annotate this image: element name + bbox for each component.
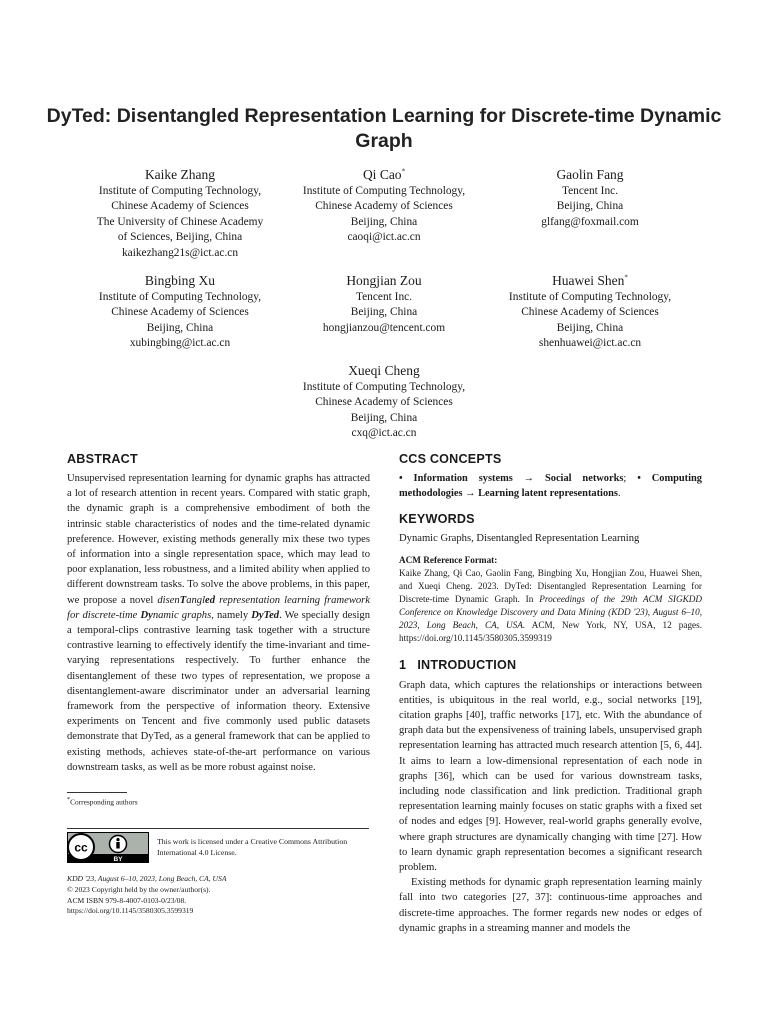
author-block: [70, 166, 290, 261]
author-block: [274, 272, 494, 336]
copyright-line: © 2023 Copyright held by the owner/author(s).: [67, 884, 211, 894]
author-email: cxq@ict.ac.cn: [351, 427, 417, 440]
abstract-text: Unsupervised representation learning for dynamic graphs has attracted a lot of research attention in recent years. Compared with static graph, the dynamic graph is a comprehensive embodiment of both the intrinsic stable characteristics of nodes and the time-related dynamic preference. However, existing methods generally mix these two types of information into a single representation space, which may lead to poor explanation, less robustness, and a limited ability when applied to different downstream tasks. To solve the above problems, in this paper, we propose a novel disenTangled representation learning framework for discrete-time Dynamic graphs, namely DyTed. We specially design a temporal-clips contrastive learning task together with a structure contrastive learning to effectively identify the time-invariant and time-varying representations respectively. To further enhance the disentanglement of these two types of representation, we propose a disentanglement-aware discriminator under an adversarial learning framework from the perspective of information theory. Extensive experiments on Tencent and five commonly used public datasets demonstrate that DyTed, as a general framework that can be applied to existing methods, achieves state-of-the-art performance on various downstream tasks, as well as be more robust against noise.: [67, 473, 371, 773]
left-column: [67, 451, 370, 775]
author-email: caoqi@ict.ac.cn: [347, 231, 421, 244]
author-name: Gaolin Fang: [556, 167, 624, 182]
corresponding-mark: *: [401, 167, 406, 176]
isbn-line: ACM ISBN 979-8-4007-0103-0/23/08.: [67, 895, 187, 905]
author-affiliation: Beijing, China: [350, 215, 418, 228]
author-block: [274, 166, 494, 246]
author-affiliation: Institute of Computing Technology,: [98, 185, 262, 197]
author-affiliation: Institute of Computing Technology,: [98, 291, 262, 303]
author-name: Huawei Shen*: [552, 273, 628, 288]
publication-info: [67, 874, 367, 917]
author-affiliation: Chinese Academy of Sciences: [315, 396, 453, 409]
license-divider: [67, 828, 369, 829]
acm-reference-heading: ACM Reference Format:: [399, 554, 498, 565]
introduction-heading: 1 INTRODUCTION: [399, 657, 517, 672]
author-block: [480, 272, 700, 352]
footnote: *Corresponding authors: [67, 797, 138, 807]
author-affiliation: Beijing, China: [556, 200, 624, 213]
paper-title: DyTed: Disentangled Representation Learning for Discrete-time Dynamic Graph: [46, 105, 722, 152]
author-email: kaikezhang21s@ict.ac.cn: [121, 246, 239, 259]
acm-reference-text: Kaike Zhang, Qi Cao, Gaolin Fang, Bingbing Xu, Hongjian Zou, Huawei Shen, and Xueqi Cheng. 2023. DyTed: Disentangled Representation Learning for Discrete-time Dynamic Graph. In Proceedings of the 29th ACM SIGKDD Conference on Knowledge Discovery and Data Mining (KDD '23), August 6–10, 2023, Long Beach, CA, USA. ACM, New York, NY, USA, 12 pages. https://doi.org/10.1145/3580305.3599319: [399, 567, 702, 643]
author-email: xubingbing@ict.ac.cn: [129, 337, 231, 350]
keywords-heading: KEYWORDS: [399, 512, 475, 527]
ccs-text: • Information systems → Social networks; • Computing methodologies → Learning latent representations.: [399, 473, 702, 500]
author-affiliation: Beijing, China: [350, 411, 418, 424]
author-email: hongjianzou@tencent.com: [322, 321, 446, 334]
author-affiliation: Tencent Inc.: [355, 291, 413, 303]
author-affiliation: Beijing, China: [350, 306, 418, 319]
author-affiliation: Chinese Academy of Sciences: [111, 306, 249, 319]
author-affiliation: Tencent Inc.: [561, 185, 619, 197]
right-column: [399, 451, 702, 936]
ccs-heading: CCS CONCEPTS: [399, 452, 502, 466]
corresponding-mark: *: [624, 273, 628, 282]
by-label: BY: [113, 856, 123, 863]
author-name: Xueqi Cheng: [348, 363, 420, 378]
author-affiliation: Chinese Academy of Sciences: [315, 200, 453, 213]
author-name: Kaike Zhang: [144, 167, 216, 182]
author-affiliation: Beijing, China: [556, 321, 624, 334]
author-name: Bingbing Xu: [144, 273, 216, 288]
intro-paragraph: Graph data, which captures the relationships or interactions between entities, is ubiquitous in the real world, e.g., social networks [19], citation graphs [40], traffic networks [17], etc. With the abundance of graph data but the expensiveness of training labels, unsupervised graph representation learning has attracted much research attention [5, 6, 44]. It aims to learn a low-dimensional representation of each node in graphs [36], which can be used for various downstream tasks, including node classification and link prediction. Traditional graph representation learning mainly focuses on static graphs with a fixed set of nodes and edges [9]. However, real-world graphs generally evolve, where graph structures are dynamically changing with time [27]. How to learn dynamic graph representation becomes a significant research problem.: [399, 679, 702, 874]
author-email: glfang@foxmail.com: [541, 215, 639, 228]
conference-line: KDD '23, August 6–10, 2023, Long Beach, CA, USA: [67, 874, 227, 883]
author-name: Qi Cao*: [362, 167, 406, 182]
cc-label: cc: [74, 840, 88, 855]
author-affiliation: Chinese Academy of Sciences: [521, 306, 659, 319]
acm-reference: [399, 554, 702, 645]
license-text: This work is licensed under a Creative Commons Attribution International 4.0 License.: [157, 837, 348, 857]
intro-paragraph: Existing methods for dynamic graph representation learning mainly fall into two categories [27, 37]: continuous-time approaches and discrete-time approaches. The former regards new nodes or edges of dynamic graphs in a streaming manner and models the: [399, 877, 702, 934]
author-affiliation: The University of Chinese Academy: [96, 215, 264, 228]
keywords-text: Dynamic Graphs, Disentangled Representation Learning: [399, 533, 640, 545]
author-block: [70, 272, 290, 352]
author-affiliation: Institute of Computing Technology,: [302, 381, 466, 393]
author-name: Hongjian Zou: [346, 273, 422, 288]
footnote-divider: [67, 792, 127, 793]
author-affiliation: of Sciences, Beijing, China: [117, 231, 243, 244]
doi-link[interactable]: https://doi.org/10.1145/3580305.3599319: [67, 906, 194, 916]
author-affiliation: Institute of Computing Technology,: [508, 291, 672, 303]
author-affiliation: Chinese Academy of Sciences: [111, 200, 249, 213]
abstract-heading: ABSTRACT: [67, 452, 138, 466]
cc-by-license-icon: [67, 832, 149, 863]
author-email: shenhuawei@ict.ac.cn: [538, 337, 642, 350]
author-affiliation: Institute of Computing Technology,: [302, 185, 466, 197]
author-affiliation: Beijing, China: [146, 321, 214, 334]
author-block: [480, 166, 700, 230]
author-block: [274, 362, 494, 442]
